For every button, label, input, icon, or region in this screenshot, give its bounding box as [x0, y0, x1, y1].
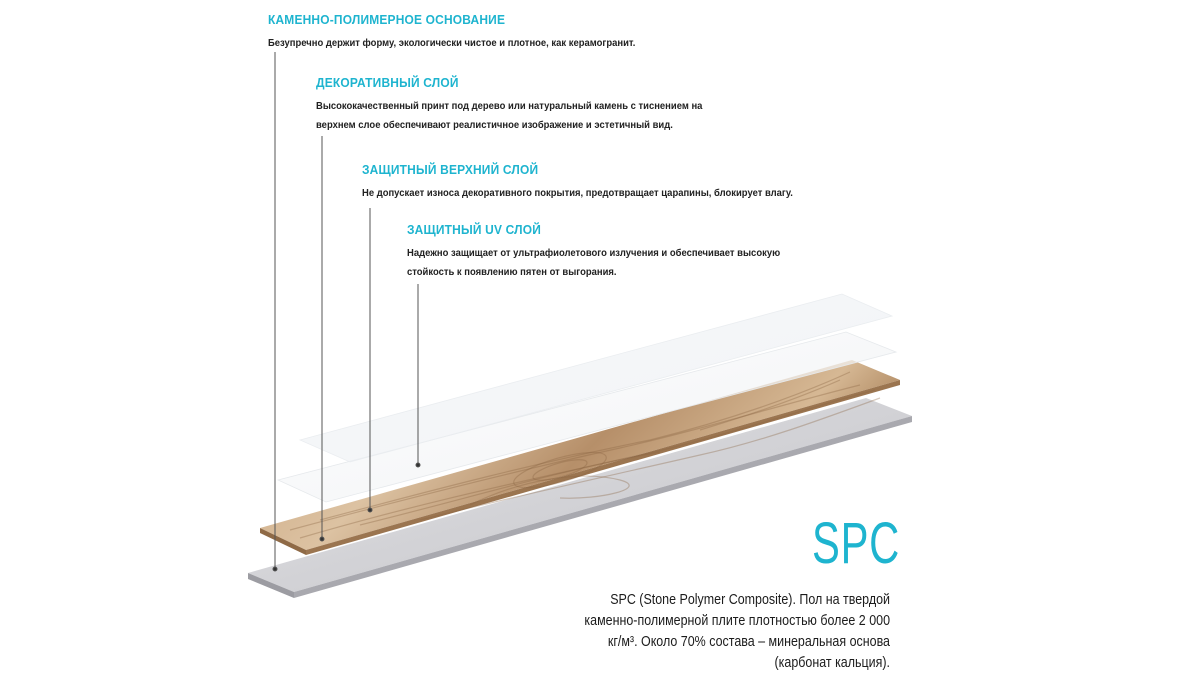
- uv-layer-description: Надежно защищает от ультрафиолетового излучения и обеспечивает высокую стойкость к появлению пятен от выгорания.: [407, 247, 781, 278]
- leader-dot-uv: [416, 463, 420, 467]
- decorative-layer-title: ДЕКОРАТИВНЫЙ СЛОЙ: [316, 75, 459, 90]
- product-name: SPC: [812, 511, 901, 576]
- base-layer-description: Безупречно держит форму, экологически чистое и плотное, как керамогранит.: [268, 37, 636, 49]
- caption-base-layer: [268, 12, 688, 53]
- leader-dot-decor: [320, 537, 324, 541]
- top-layer-description: Не допускает износа декоративного покрытия, предотвращает царапины, блокирует влагу.: [362, 187, 793, 199]
- leader-dot-base: [273, 567, 277, 571]
- product-description: SPC (Stone Polymer Composite). Пол на твердой каменно-полимерной плите плотностью более 2 000 кг/м³. Около 70% состава – минеральная основа (карбонат кальция).: [584, 592, 890, 671]
- caption-uv-layer: [407, 222, 877, 282]
- base-layer-title: КАМЕННО-ПОЛИМЕРНОЕ ОСНОВАНИЕ: [268, 12, 506, 27]
- decorative-layer-description: Высококачественный принт под дерево или натуральный камень с тиснением на верхнем слое обеспечивают реалистичное изображение и эстетичный вид.: [316, 100, 703, 131]
- uv-layer-title: ЗАЩИТНЫЙ UV СЛОЙ: [407, 222, 542, 237]
- leader-dot-top: [368, 508, 372, 512]
- caption-top-layer: [362, 162, 842, 203]
- top-layer-title: ЗАЩИТНЫЙ ВЕРХНИЙ СЛОЙ: [362, 162, 539, 177]
- caption-decorative-layer: [316, 75, 786, 135]
